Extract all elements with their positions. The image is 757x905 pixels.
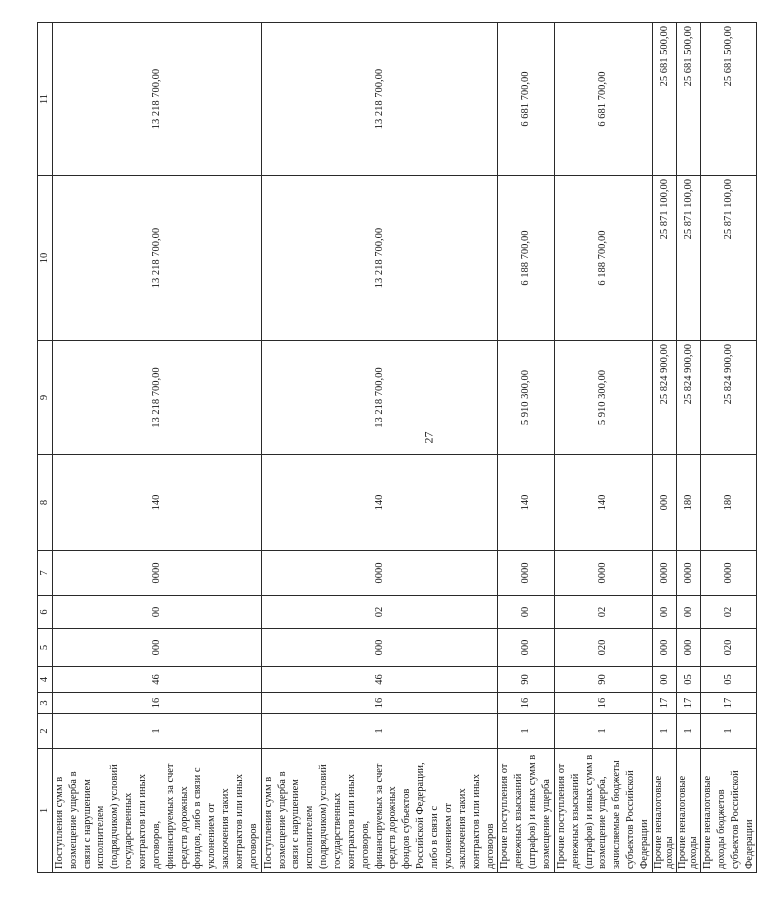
revenue-table (37, 22, 757, 873)
amount-cell: 25 681 500,00 (701, 23, 757, 176)
code-cell: 17 (676, 693, 700, 714)
amount-cell: 5 910 300,00 (498, 341, 554, 455)
amount-cell: 25 871 100,00 (652, 176, 676, 341)
code-cell: 17 (652, 693, 676, 714)
table-row (676, 23, 700, 873)
code-cell: 16 (261, 693, 498, 714)
amount-cell: 6 188 700,00 (498, 176, 554, 341)
code-cell: 0000 (52, 551, 261, 596)
code-cell: 000 (261, 629, 498, 667)
code-cell: 16 (52, 693, 261, 714)
code-cell: 1 (261, 714, 498, 749)
table-row (652, 23, 676, 873)
code-cell: 0000 (554, 551, 652, 596)
amount-cell: 25 824 900,00 (652, 341, 676, 455)
column-number-header: 7 (38, 551, 53, 596)
code-cell: 46 (52, 667, 261, 693)
code-cell: 0000 (701, 551, 757, 596)
code-cell: 02 (554, 596, 652, 629)
table-rotation-wrapper (37, 23, 755, 873)
table-row (261, 23, 498, 873)
code-cell: 00 (52, 596, 261, 629)
column-number-header: 6 (38, 596, 53, 629)
row-description: Прочие неналоговые доходы (652, 749, 676, 873)
column-number-header: 1 (38, 749, 53, 873)
column-number-header: 10 (38, 176, 53, 341)
code-cell: 1 (498, 714, 554, 749)
amount-cell: 5 910 300,00 (554, 341, 652, 455)
column-number-header: 2 (38, 714, 53, 749)
code-cell: 16 (554, 693, 652, 714)
column-number-header: 3 (38, 693, 53, 714)
table-row (701, 23, 757, 873)
code-cell: 00 (652, 667, 676, 693)
amount-cell: 13 218 700,00 (261, 341, 498, 455)
code-cell: 90 (554, 667, 652, 693)
column-number-header: 4 (38, 667, 53, 693)
code-cell: 1 (652, 714, 676, 749)
code-cell: 000 (652, 455, 676, 551)
code-cell: 02 (701, 596, 757, 629)
code-cell: 180 (701, 455, 757, 551)
amount-cell: 13 218 700,00 (261, 23, 498, 176)
amount-cell: 25 871 100,00 (676, 176, 700, 341)
row-description: Прочие неналоговые доходы бюджетов субъектов Российской Федерации (701, 749, 757, 873)
code-cell: 140 (554, 455, 652, 551)
code-cell: 1 (676, 714, 700, 749)
amount-cell: 13 218 700,00 (52, 341, 261, 455)
code-cell: 05 (676, 667, 700, 693)
code-cell: 0000 (498, 551, 554, 596)
column-number-header: 5 (38, 629, 53, 667)
amount-cell: 25 824 900,00 (701, 341, 757, 455)
code-cell: 00 (498, 596, 554, 629)
code-cell: 000 (676, 629, 700, 667)
code-cell: 00 (676, 596, 700, 629)
code-cell: 90 (498, 667, 554, 693)
code-cell: 16 (498, 693, 554, 714)
amount-cell: 25 871 100,00 (701, 176, 757, 341)
row-description: Прочие поступления от денежных взысканий (штрафов) и иных сумм в возмещение ущерба (498, 749, 554, 873)
code-cell: 180 (676, 455, 700, 551)
code-cell: 1 (701, 714, 757, 749)
code-cell: 46 (261, 667, 498, 693)
code-cell: 0000 (652, 551, 676, 596)
amount-cell: 6 681 700,00 (498, 23, 554, 176)
code-cell: 00 (652, 596, 676, 629)
code-cell: 02 (261, 596, 498, 629)
code-cell: 000 (652, 629, 676, 667)
header-row (38, 23, 53, 873)
code-cell: 05 (701, 667, 757, 693)
code-cell: 000 (52, 629, 261, 667)
code-cell: 140 (261, 455, 498, 551)
row-description: Прочие неналоговые доходы (676, 749, 700, 873)
code-cell: 1 (52, 714, 261, 749)
table-row (498, 23, 554, 873)
code-cell: 0000 (261, 551, 498, 596)
amount-cell: 13 218 700,00 (261, 176, 498, 341)
amount-cell: 25 824 900,00 (676, 341, 700, 455)
row-description: Поступления сумм в возмещение ущерба в связи с нарушением исполнителем (подрядчиком) условий государственных контрактов или иных договоров, финансируемых за счет средств дорожных фондов, либо в связи с уклонением от заключения таких контрактов или иных договоров (52, 749, 261, 873)
column-number-header: 8 (38, 455, 53, 551)
row-description: Прочие поступления от денежных взысканий (штрафов) и иных сумм в возмещение ущерба, зачисляемые в бюджеты субъектов Российской Федерации (554, 749, 652, 873)
code-cell: 1 (554, 714, 652, 749)
code-cell: 17 (701, 693, 757, 714)
table-row (52, 23, 261, 873)
code-cell: 140 (52, 455, 261, 551)
code-cell: 000 (498, 629, 554, 667)
column-number-header: 11 (38, 23, 53, 176)
amount-cell: 25 681 500,00 (652, 23, 676, 176)
amount-cell: 6 681 700,00 (554, 23, 652, 176)
code-cell: 0000 (676, 551, 700, 596)
code-cell: 020 (701, 629, 757, 667)
amount-cell: 25 681 500,00 (676, 23, 700, 176)
row-description: Поступления сумм в возмещение ущерба в связи с нарушением исполнителем (подрядчиком) условий государственных контрактов или иных договоров, финансируемых за счет средств дорожных фондов субъектов Российской Федерации, либо в связи с уклонением от заключения таких контрактов или иных договоров (261, 749, 498, 873)
page-number: 27 (421, 431, 436, 444)
column-number-header: 9 (38, 341, 53, 455)
table-header (38, 23, 53, 873)
amount-cell: 13 218 700,00 (52, 23, 261, 176)
amount-cell: 6 188 700,00 (554, 176, 652, 341)
code-cell: 020 (554, 629, 652, 667)
amount-cell: 13 218 700,00 (52, 176, 261, 341)
code-cell: 140 (498, 455, 554, 551)
table-row (554, 23, 652, 873)
